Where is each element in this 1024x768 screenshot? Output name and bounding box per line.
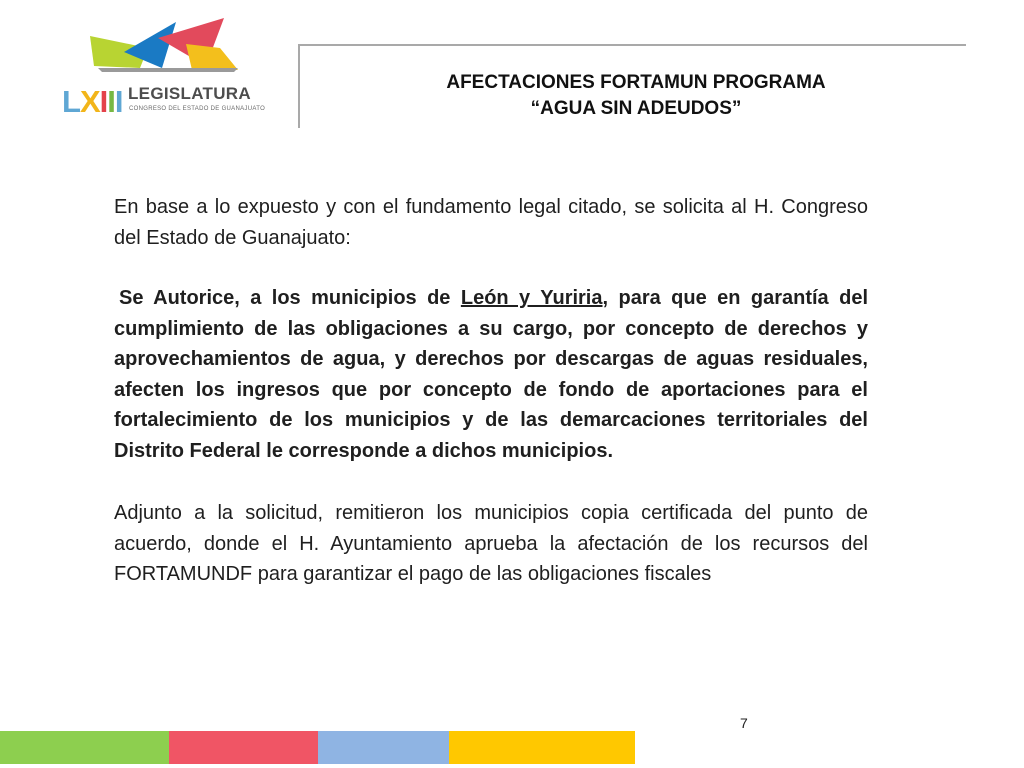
slide-title bbox=[306, 70, 966, 122]
lxiii-mark: LXIII bbox=[62, 84, 123, 119]
footer-bar-green bbox=[0, 731, 169, 764]
footer-bar-red bbox=[169, 731, 318, 764]
paragraph-authorization bbox=[114, 283, 868, 466]
logo-subtitle: CONGRESO DEL ESTADO DE GUANAJUATO bbox=[129, 106, 266, 112]
legislatura-logo bbox=[62, 18, 266, 119]
authorization-lead-text: Se Autorice, a los municipios de bbox=[119, 287, 461, 309]
footer-bar-yellow bbox=[449, 731, 635, 764]
header-frame-top-line bbox=[298, 44, 966, 46]
slide-title-line-1: AFECTACIONES FORTAMUN PROGRAMA bbox=[446, 72, 826, 93]
slide-body bbox=[114, 192, 868, 590]
authorization-rest-text: , para que en garantía del cumplimiento de las obligaciones a su cargo, por concepto de derechos y aprovechamientos de agua, y derechos por descargas de aguas residuales, afecten los ingresos que por concepto de fondo de aportaciones para el fortalecimiento de los municipios y de las demarcaciones territoriales del Distrito Federal le corresponde a dichos municipios. bbox=[114, 287, 869, 462]
legislatura-emblem-icon bbox=[88, 18, 258, 84]
paragraph-attachment: Adjunto a la solicitud, remitieron los municipios copia certificada del punto de acuerdo, donde el H. Ayuntamiento aprueba la afectación de los recursos del FORTAMUNDF para garantizar el pago de las obligaciones fiscales bbox=[114, 502, 868, 585]
footer-bar-blue bbox=[318, 731, 449, 764]
page-number: 7 bbox=[740, 715, 748, 731]
paragraph-request: En base a lo expuesto y con el fundamento legal citado, se solicita al H. Congreso del Estado de Guanajuato: bbox=[114, 196, 868, 249]
header-frame-left-line bbox=[298, 44, 300, 128]
municipalities-underlined: León y Yuriria bbox=[460, 287, 603, 309]
slide-title-line-2: “AGUA SIN ADEUDOS” bbox=[530, 98, 742, 119]
logo-wordmark: LEGISLATURA bbox=[128, 84, 251, 103]
